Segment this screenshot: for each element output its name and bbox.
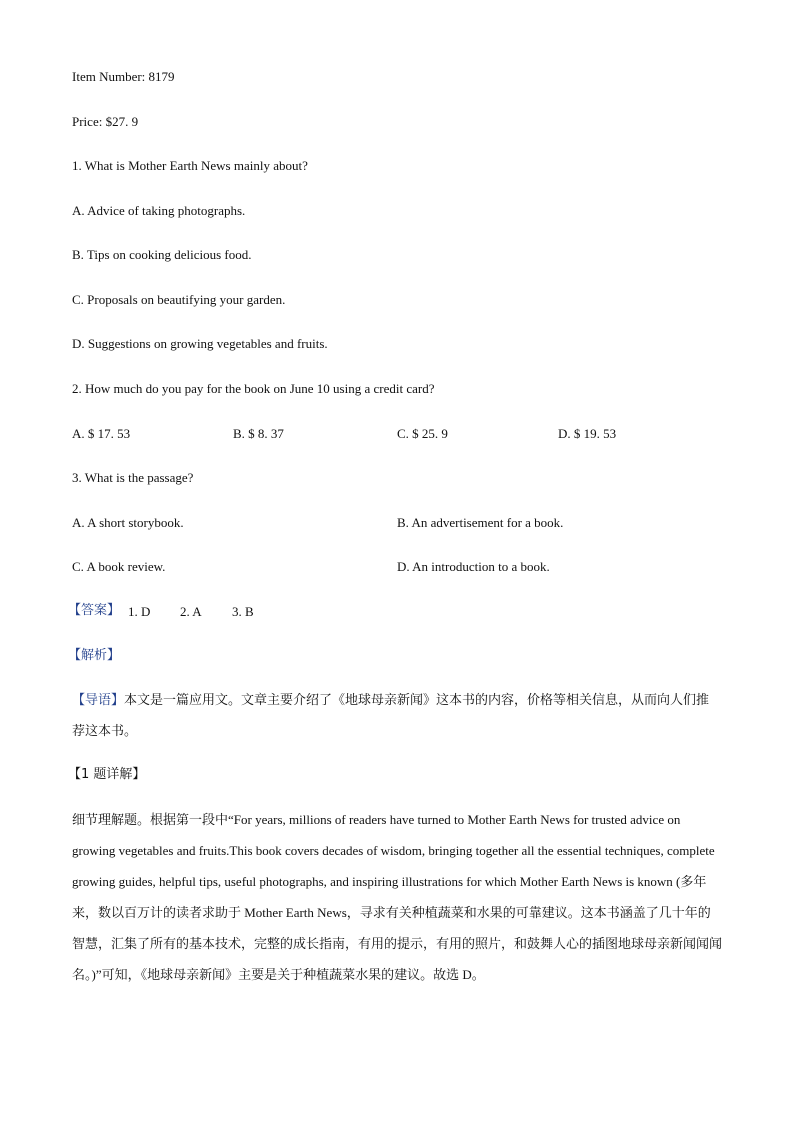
question-2-option-c: C. $ 25. 9	[397, 426, 448, 441]
question-1-option-d: D. Suggestions on growing vegetables and fruits.	[72, 336, 328, 351]
answer-label: 【答案】	[68, 603, 121, 618]
question-2-option-d: D. $ 19. 53	[558, 426, 617, 441]
question-1-option-b: B. Tips on cooking delicious food.	[72, 247, 252, 262]
guide-text: 本文是一篇应用文。文章主要介绍了《地球母亲新闻》这本书的内容，价格等相关信息，从而向人们推荐这本书。	[72, 693, 710, 739]
question-3-option-b: B. An advertisement for a book.	[397, 515, 564, 530]
question-1-option-c: C. Proposals on beautifying your garden.	[72, 292, 286, 307]
question-2-option-b: B. $ 8. 37	[233, 426, 284, 441]
question-2-option-a: A. $ 17. 53	[72, 426, 131, 441]
question-2-stem: 2. How much do you pay for the book on June 10 using a credit card?	[72, 381, 435, 396]
answer-2: 2. A	[180, 604, 202, 619]
guide-label: 【导语】	[72, 693, 125, 708]
answer-3: 3. B	[232, 604, 254, 619]
question-1-stem: 1. What is Mother Earth News mainly about?	[72, 158, 308, 173]
question-3-option-d: D. An introduction to a book.	[397, 559, 550, 574]
question-3-stem: 3. What is the passage?	[72, 470, 194, 485]
analysis-label: 【解析】	[68, 648, 121, 663]
question-3-option-c: C. A book review.	[72, 559, 166, 574]
guide-paragraph	[72, 685, 722, 747]
answer-1: 1. D	[128, 604, 151, 619]
detail-1-text: 细节理解题。根据第一段中“For years, millions of readers have turned to Mother Earth News for trusted advice on growing vegetables and fruits.This book covers decades of wisdom, bringing together all the essential techniques, complete growing guides, helpful tips, useful photographs, and inspiring illustrations for which Mother Earth News is known (多年来，数以百万计的读者求助于 Mother Earth News，寻求有关种植蔬菜和水果的可靠建议。这本书涵盖了几十年的智慧，汇集了所有的基本技术，完整的成长指南，有用的提示，有用的照片，和鼓舞人心的插图地球母亲新闻闻闻名。)”可知，《地球母亲新闻》主要是关于种植蔬菜水果的建议。故选 D。	[72, 812, 723, 982]
question-1-option-a: A. Advice of taking photographs.	[72, 203, 246, 218]
item-number: Item Number: 8179	[72, 69, 175, 84]
detail-1-label: 【1 题详解】	[68, 767, 146, 782]
price: Price: $27. 9	[72, 114, 139, 129]
detail-1-paragraph	[72, 804, 722, 990]
question-3-option-a: A. A short storybook.	[72, 515, 184, 530]
